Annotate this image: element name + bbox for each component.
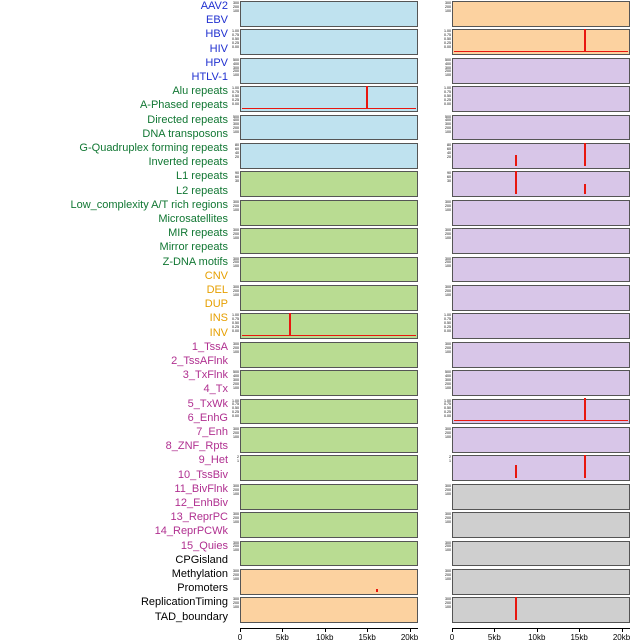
track-plot-box bbox=[240, 399, 418, 425]
track-label: 7_Enh bbox=[196, 426, 228, 438]
y-axis-ticklabels: 300 200 100 bbox=[233, 427, 239, 439]
track-plot-box bbox=[240, 427, 418, 453]
track-plot-box bbox=[452, 285, 630, 311]
x-axis-ticklabel: 0 bbox=[237, 632, 243, 642]
track-peak bbox=[515, 597, 517, 620]
track-plot-box bbox=[452, 569, 630, 595]
track-plot-box bbox=[240, 86, 418, 112]
y-axis-ticklabels: 1.00 0.75 0.50 0.25 0.00 bbox=[232, 313, 239, 333]
track-label: 9_Het bbox=[198, 454, 228, 467]
track-plot-box bbox=[452, 427, 630, 453]
track-plot-box bbox=[240, 484, 418, 510]
track-label: DNA transposons bbox=[142, 127, 228, 140]
track-label: A-Phased repeats bbox=[139, 99, 228, 112]
track-plot-box bbox=[452, 484, 630, 510]
track-plot-box bbox=[240, 115, 418, 141]
track-peak bbox=[515, 171, 517, 194]
track-label: Alu repeats bbox=[172, 85, 228, 98]
track-peak bbox=[584, 455, 586, 478]
track-label: 4_Tx bbox=[203, 383, 228, 396]
y-axis-ticklabels: 300 200 100 bbox=[233, 597, 239, 610]
y-axis-ticklabels: 90 60 30 bbox=[447, 171, 451, 184]
track-label: DUP bbox=[204, 298, 228, 311]
y-axis-ticklabels: 300 200 100 bbox=[233, 199, 239, 212]
track-label: DEL bbox=[206, 284, 228, 296]
y-axis-ticklabels: 80 60 40 20 bbox=[447, 143, 451, 159]
track-peak bbox=[376, 589, 378, 592]
track-label: Z-DNA motifs bbox=[162, 255, 228, 268]
track-plot-box bbox=[240, 29, 418, 55]
track-peak bbox=[515, 155, 517, 166]
track-peak bbox=[515, 465, 517, 478]
y-axis-ticklabels: 300 200 100 bbox=[233, 569, 239, 581]
track-plot-box bbox=[452, 597, 630, 623]
track-plot-box bbox=[240, 200, 418, 226]
track-plot-box bbox=[240, 597, 418, 623]
y-axis-ticklabels: 300 200 100 bbox=[445, 1, 451, 13]
track-label-column bbox=[0, 0, 232, 622]
track-label: 12_EnhBiv bbox=[174, 497, 228, 509]
track-plot-box bbox=[452, 512, 630, 538]
y-axis-ticklabels: 500 400 300 200 100 bbox=[233, 114, 239, 135]
track-baseline bbox=[454, 420, 628, 421]
x-axis-ticklabel: 20kb bbox=[400, 632, 419, 642]
y-axis-ticklabels: 2 1 bbox=[237, 455, 239, 464]
track-label: Promoters bbox=[177, 582, 228, 595]
track-plot-box bbox=[452, 541, 630, 567]
track-label: 5_TxWk bbox=[187, 397, 228, 410]
track-label: L2 repeats bbox=[176, 184, 228, 197]
y-axis-ticklabels: 300 200 100 bbox=[445, 199, 451, 212]
track-plot-box bbox=[452, 455, 630, 481]
track-label: HPV bbox=[205, 56, 228, 69]
track-label: 8_ZNF_Rpts bbox=[165, 440, 228, 453]
right-track-panel bbox=[444, 0, 630, 631]
y-axis-ticklabels: 1.00 0.75 0.50 0.25 0.00 bbox=[232, 29, 239, 49]
y-axis-ticklabels: 2 1 bbox=[449, 455, 451, 464]
y-axis-ticklabels: 300 200 100 bbox=[445, 512, 451, 524]
track-label: Inverted repeats bbox=[148, 156, 228, 169]
track-peak bbox=[584, 398, 586, 421]
y-axis-ticklabels: 300 200 100 bbox=[233, 512, 239, 524]
track-plot-box bbox=[452, 313, 630, 339]
track-label: 6_EnhG bbox=[187, 411, 228, 424]
track-plot-box bbox=[240, 228, 418, 254]
track-label: Mirror repeats bbox=[159, 241, 228, 254]
y-axis-ticklabels: 300 200 100 bbox=[233, 256, 239, 269]
track-label: HTLV-1 bbox=[191, 71, 228, 83]
track-label: 10_TssBiv bbox=[177, 468, 228, 481]
y-axis-ticklabels: 300 200 100 bbox=[445, 483, 451, 496]
y-axis-ticklabels: 300 200 100 bbox=[445, 427, 451, 439]
track-label: 3_TxFlnk bbox=[182, 369, 228, 382]
track-label: CPGisland bbox=[175, 553, 228, 566]
track-label: 11_BivFlnk bbox=[174, 482, 228, 495]
track-label: HBV bbox=[205, 28, 228, 41]
track-label: 14_ReprPCWk bbox=[154, 525, 228, 538]
track-label: 13_ReprPC bbox=[170, 511, 228, 524]
y-axis-ticklabels: 300 200 100 bbox=[445, 597, 451, 610]
track-peak bbox=[584, 143, 586, 166]
track-plot-box bbox=[452, 257, 630, 283]
track-label: Microsatellites bbox=[158, 213, 228, 225]
y-axis-ticklabels: 1.00 0.75 0.50 0.25 0.00 bbox=[232, 398, 239, 419]
track-plot-box bbox=[240, 342, 418, 368]
track-label: AAV2 bbox=[200, 0, 228, 12]
track-plot-box bbox=[240, 455, 418, 481]
x-axis-ticklabel: 5kb bbox=[487, 632, 501, 642]
track-baseline bbox=[242, 335, 416, 336]
track-label: INV bbox=[209, 326, 228, 339]
y-axis-ticklabels: 300 200 100 bbox=[233, 483, 239, 496]
y-axis-ticklabels: 300 200 100 bbox=[445, 540, 451, 553]
track-label: EBV bbox=[205, 14, 228, 27]
track-plot-box bbox=[240, 370, 418, 396]
y-axis-ticklabels: 1.00 0.75 0.50 0.25 0.00 bbox=[232, 86, 239, 106]
y-axis-ticklabels: 300 200 100 bbox=[233, 1, 239, 13]
track-peak bbox=[289, 313, 291, 336]
x-axis-ticklabel: 20kb bbox=[612, 632, 630, 642]
x-axis-ticklabel: 15kb bbox=[358, 632, 376, 642]
y-axis-ticklabels: 500 400 300 200 100 bbox=[445, 57, 451, 78]
y-axis-ticklabels: 300 200 100 bbox=[445, 228, 451, 240]
track-plot-box bbox=[452, 228, 630, 254]
track-peak bbox=[584, 184, 586, 195]
track-label: TAD_boundary bbox=[154, 610, 228, 623]
track-plot-box bbox=[452, 171, 630, 197]
track-peak bbox=[584, 29, 586, 52]
track-label: CNV bbox=[204, 269, 228, 282]
y-axis-ticklabels: 300 200 100 bbox=[445, 256, 451, 269]
y-axis-ticklabels: 500 400 300 200 100 bbox=[233, 370, 239, 390]
track-plot-box bbox=[240, 257, 418, 283]
track-plot-box bbox=[240, 541, 418, 567]
track-plot-box bbox=[452, 58, 630, 84]
track-plot-box bbox=[452, 200, 630, 226]
y-axis-ticklabels: 1.00 0.75 0.50 0.25 0.00 bbox=[444, 86, 451, 106]
y-axis-ticklabels: 500 400 300 200 100 bbox=[445, 370, 451, 390]
y-axis-ticklabels: 1.00 0.75 0.50 0.25 0.00 bbox=[444, 313, 451, 333]
track-plot-box bbox=[240, 143, 418, 169]
y-axis-ticklabels: 1.00 0.75 0.50 0.25 0.00 bbox=[444, 29, 451, 49]
track-plot-box bbox=[452, 86, 630, 112]
track-plot-box bbox=[240, 285, 418, 311]
x-axis-ticklabel: 10kb bbox=[316, 632, 334, 642]
left-track-panel bbox=[232, 0, 418, 631]
track-plot-box bbox=[452, 342, 630, 368]
track-plot-box bbox=[452, 29, 630, 55]
y-axis-ticklabels: 300 200 100 bbox=[233, 228, 239, 240]
track-plot-box bbox=[240, 171, 418, 197]
y-axis-ticklabels: 90 60 30 bbox=[235, 171, 239, 184]
track-plot-box bbox=[240, 1, 418, 27]
track-label: Low_complexity A/T rich regions bbox=[70, 198, 228, 211]
track-label: ReplicationTiming bbox=[140, 596, 228, 609]
track-label: INS bbox=[209, 312, 228, 325]
track-label: 2_TssAFlnk bbox=[171, 355, 228, 367]
y-axis-ticklabels: 80 60 40 20 bbox=[235, 143, 239, 159]
y-axis-ticklabels: 300 200 100 bbox=[233, 540, 239, 553]
x-axis-right bbox=[449, 628, 630, 644]
y-axis-ticklabels: 300 200 100 bbox=[445, 341, 451, 354]
track-plot-box bbox=[452, 143, 630, 169]
track-plot-box bbox=[240, 313, 418, 339]
y-axis-ticklabels: 300 200 100 bbox=[445, 569, 451, 581]
x-axis-ticklabel: 5kb bbox=[275, 632, 289, 642]
track-label: HIV bbox=[209, 42, 228, 55]
track-label: L1 repeats bbox=[176, 170, 228, 183]
track-baseline bbox=[242, 108, 416, 109]
x-axis-ticklabel: 15kb bbox=[570, 632, 588, 642]
track-plot-box bbox=[452, 115, 630, 141]
y-axis-ticklabels: 300 200 100 bbox=[233, 341, 239, 354]
track-plot-box bbox=[240, 569, 418, 595]
track-plot-box bbox=[240, 512, 418, 538]
y-axis-ticklabels: 300 200 100 bbox=[233, 285, 239, 297]
track-label: Directed repeats bbox=[147, 113, 228, 126]
x-axis-ticklabel: 0 bbox=[449, 632, 455, 642]
track-plot-box bbox=[452, 1, 630, 27]
track-plot-box bbox=[452, 399, 630, 425]
track-baseline bbox=[454, 51, 628, 52]
track-plot-box bbox=[452, 370, 630, 396]
x-axis-ticklabel: 10kb bbox=[528, 632, 546, 642]
track-plot-box bbox=[240, 58, 418, 84]
x-axis-left bbox=[237, 628, 419, 644]
track-label: 1_TssA bbox=[191, 340, 228, 353]
y-axis-ticklabels: 300 200 100 bbox=[445, 285, 451, 297]
y-axis-ticklabels: 1.00 0.75 0.50 0.25 0.00 bbox=[444, 398, 451, 419]
y-axis-ticklabels: 500 400 300 200 100 bbox=[445, 114, 451, 135]
track-peak bbox=[366, 86, 368, 109]
y-axis-ticklabels: 500 400 300 200 100 bbox=[233, 57, 239, 78]
track-label: Methylation bbox=[171, 568, 228, 580]
track-label: MIR repeats bbox=[168, 227, 228, 240]
track-label: G-Quadruplex forming repeats bbox=[79, 142, 228, 154]
track-label: 15_Quies bbox=[180, 539, 228, 552]
